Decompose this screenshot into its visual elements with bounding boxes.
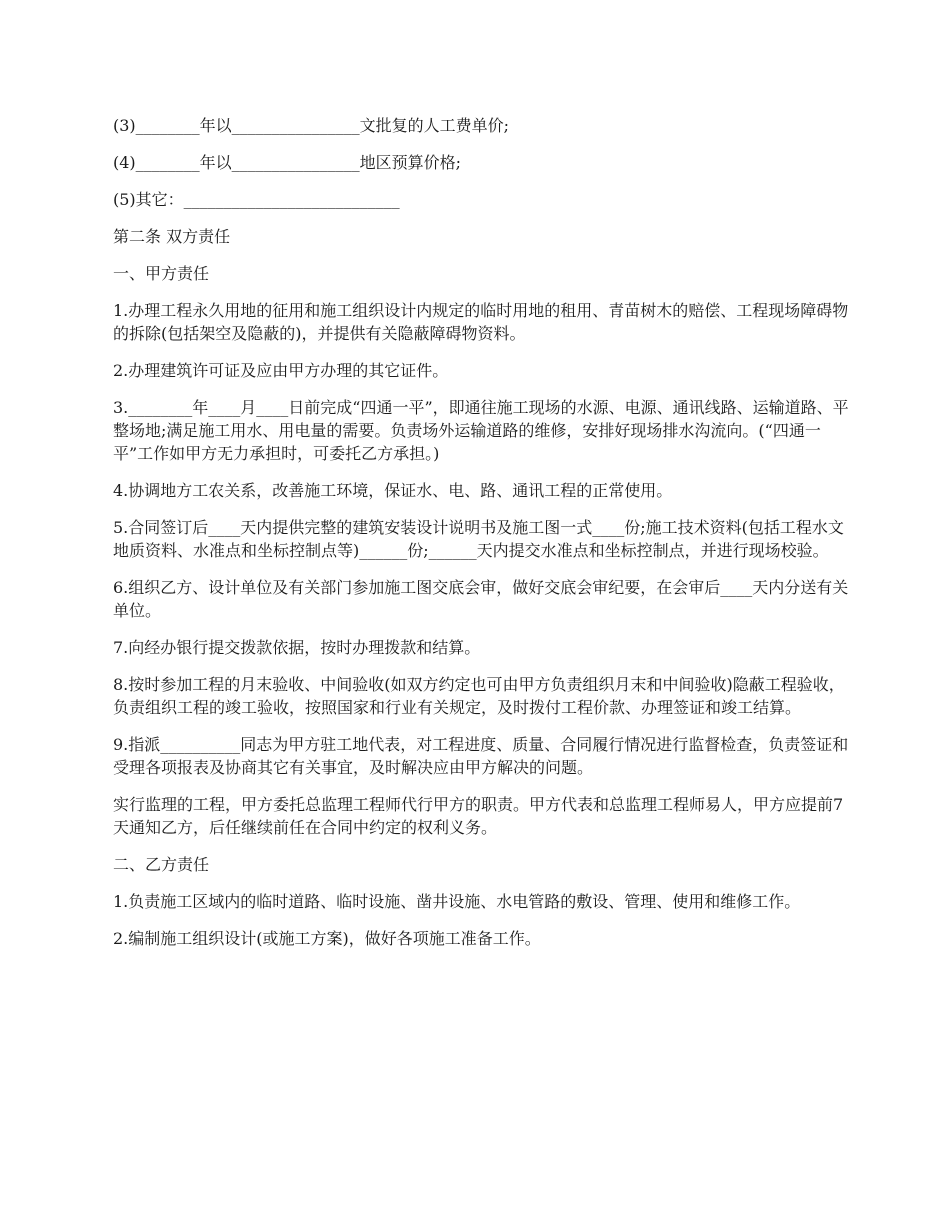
party-a-item-5: 5.合同签订后____天内提供完整的建筑安装设计说明书及施工图一式____份;施工技术资料(包括工程水文地质资料、水准点和坐标控制点等)______份;______天内提交水准点和坐标控制点，并进行现场校验。: [113, 518, 844, 560]
party-a-item-8: 8.按时参加工程的月末验收、中间验收(如双方约定也可由甲方负责组织月末和中间验收)隐蔽工程验收，负责组织工程的竣工验收，按照国家和行业有关规定，及时拨付工程价款、办理签证和竣工结算。: [113, 675, 845, 717]
party-a-item-6: 6.组织乙方、设计单位及有关部门参加施工图交底会审，做好交底会审纪要，在会审后____天内分送有关单位。: [113, 578, 849, 620]
party-a-item-7: 7.向经办银行提交拨款依据，按时办理拨款和结算。: [113, 638, 481, 657]
party-a-item-4: 4.协调地方工农关系，改善施工环境，保证水、电、路、通讯工程的正常使用。: [113, 481, 673, 500]
clause-5-other: (5)其它：___________________________: [113, 190, 400, 209]
party-a-item-2: 2.办理建筑许可证及应由甲方办理的其它证件。: [113, 361, 449, 380]
party-a-item-1: 1.办理工程永久用地的征用和施工组织设计内规定的临时用地的租用、青苗树木的赔偿、工程现场障碍物的拆除(包括架空及隐蔽的)，并提供有关隐蔽障碍物资料。: [113, 301, 849, 343]
party-b-item-2: 2.编制施工组织设计(或施工方案)，做好各项施工准备工作。: [113, 929, 541, 948]
party-a-item-3: 3.________年____月____日前完成“四通一平”，即通往施工现场的水源、电源、通讯线路、运输道路、平整场地;满足施工用水、用电量的需要。负责场外运输道路的维修，安排好现场排水沟流向。(“四通一平”工作如甲方无力承担时，可委托乙方承担。): [113, 398, 849, 463]
supervision-paragraph: 实行监理的工程，甲方委托总监理工程师代行甲方的职责。甲方代表和总监理工程师易人，甲方应提前7天通知乙方，后任继续前任在合同中约定的权利义务。: [113, 795, 844, 837]
party-a-item-9: 9.指派__________同志为甲方驻工地代表，对工程进度、质量、合同履行情况进行监督检查，负责签证和受理各项报表及协商其它有关事宜，及时解决应由甲方解决的问题。: [113, 735, 849, 777]
clause-4-regional-price: (4)________年以________________地区预算价格;: [113, 153, 462, 172]
party-b-heading: 二、乙方责任: [113, 855, 210, 874]
clause-3-labor-rate: (3)________年以________________文批复的人工费单价;: [113, 116, 510, 135]
article-2-heading: 第二条 双方责任: [113, 227, 231, 246]
party-a-heading: 一、甲方责任: [113, 264, 210, 283]
party-b-item-1: 1.负责施工区域内的临时道路、临时设施、凿井设施、水电管路的敷设、管理、使用和维修工作。: [113, 892, 801, 911]
document-body: [113, 114, 853, 964]
